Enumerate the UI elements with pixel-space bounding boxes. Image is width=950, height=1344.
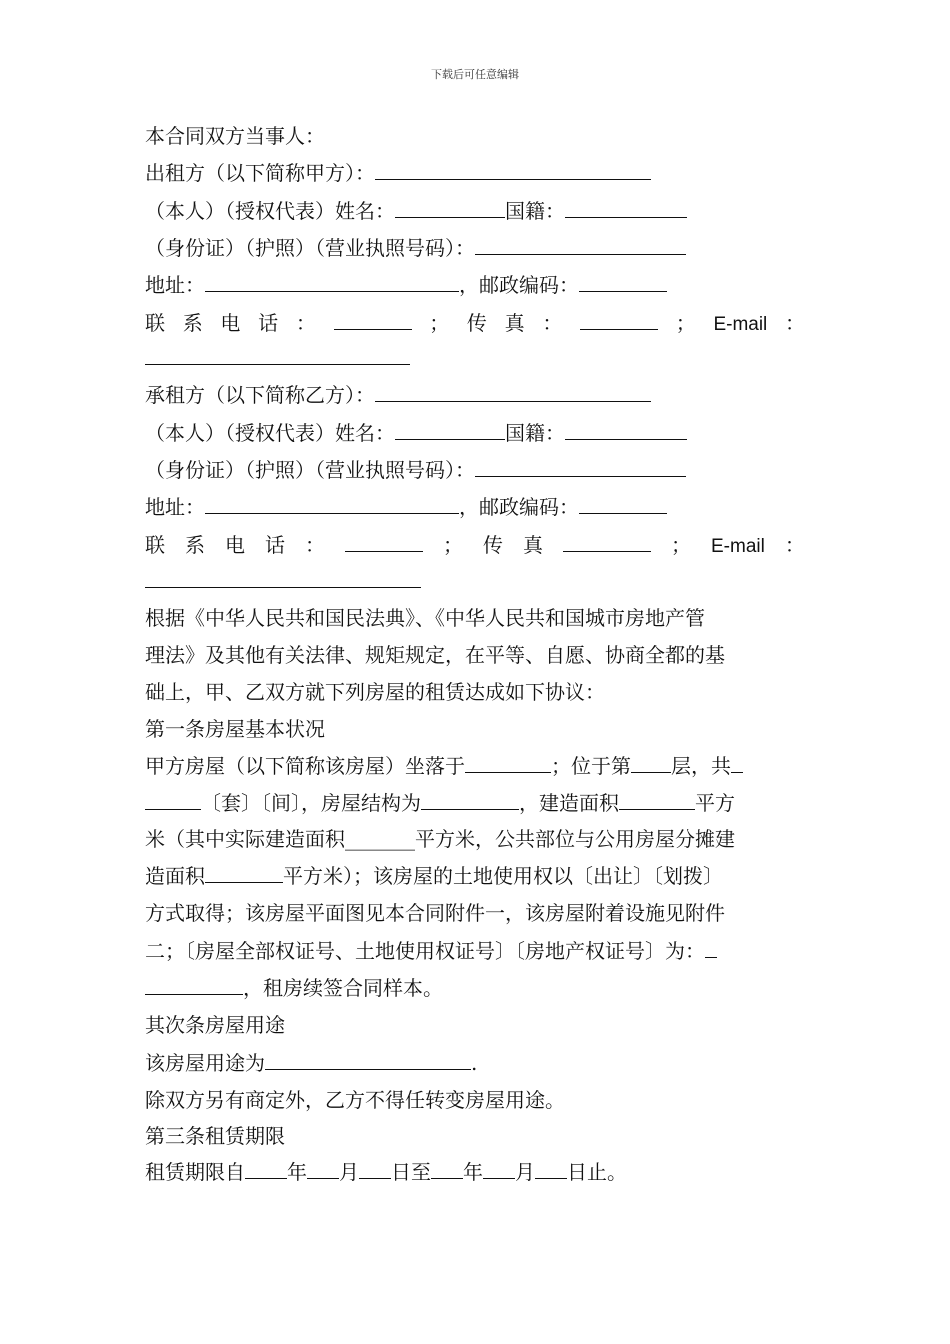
- lessor-phone-blank[interactable]: [334, 309, 412, 330]
- lessor-address-blank[interactable]: [205, 271, 459, 292]
- lessee-rep-blank[interactable]: [395, 419, 505, 440]
- lessor-nationality-label: 国籍：: [505, 199, 565, 223]
- lessor-name-blank[interactable]: [375, 159, 651, 180]
- article-1-line-6: [145, 937, 717, 964]
- usage-period: .: [471, 1051, 478, 1075]
- lessee-nationality-blank[interactable]: [565, 419, 687, 440]
- lessee-phone-blank[interactable]: [345, 531, 423, 552]
- lessor-fax-char: 真: [504, 311, 525, 335]
- structure-blank[interactable]: [421, 789, 519, 810]
- article-1-line-4: [145, 862, 723, 889]
- lessee-phone-char: ：: [305, 533, 325, 557]
- lessee-fax-char: 真: [523, 533, 543, 557]
- intro-line: 本合同双方当事人：: [145, 124, 325, 148]
- lessee-address-blank[interactable]: [205, 493, 459, 514]
- floor-label: ；位于第: [551, 754, 631, 778]
- lessee-nationality-label: 国籍：: [505, 421, 565, 445]
- area-blank[interactable]: [619, 789, 695, 810]
- article-2-line-1: [145, 1049, 477, 1076]
- lessor-rep-label: （本人）（授权代表）姓名：: [145, 199, 395, 223]
- lessor-email-blank[interactable]: [145, 344, 410, 365]
- lessor-id-label: （身份证）（护照）（营业执照号码）：: [145, 236, 475, 260]
- lessor-id-blank[interactable]: [475, 234, 686, 255]
- month-label: 月: [515, 1160, 535, 1184]
- lessor-email-colon: ：: [784, 311, 805, 335]
- article-1-title: 第一条房屋基本状况: [145, 717, 325, 741]
- lessor-phone-char: 联: [145, 311, 165, 335]
- lessor-phone-char: 话: [258, 311, 279, 335]
- end-day-blank[interactable]: [535, 1158, 567, 1179]
- lessor-email-label: E-mail: [713, 314, 768, 335]
- lessor-address-line: [145, 271, 667, 298]
- article-1-line-3: 米（其中实际建造面积_______平方米，公共部位与公用房屋分摊建: [145, 827, 735, 851]
- lessee-postcode-label: ，邮政编码：: [459, 495, 579, 519]
- land-use-text: 平方米）；该房屋的土地使用权以〔出让〕〔划拨〕: [283, 864, 723, 888]
- lessee-fax-char: 传: [483, 533, 503, 557]
- lessee-name-blank[interactable]: [375, 381, 651, 402]
- lessor-email-line: [145, 344, 410, 371]
- lessor-rep-line: [145, 197, 687, 224]
- floor-blank[interactable]: [631, 752, 671, 773]
- location-label: 甲方房屋（以下简称该房屋）坐落于: [145, 754, 465, 778]
- lessee-phone-char: 系: [185, 533, 205, 557]
- preamble-line-2: 理法》及其他有关法律、规矩规定，在平等、自愿、协商全都的基: [145, 643, 725, 667]
- structure-label: 〔套〕〔间〕，房屋结构为: [201, 791, 421, 815]
- lessee-fax-blank[interactable]: [563, 531, 651, 552]
- lessor-semicolon: ；: [675, 311, 696, 335]
- lessor-phone-char: 电: [220, 311, 241, 335]
- preamble-line-1: 根据《中华人民共和国民法典》、《中华人民共和国城市房地产管: [145, 606, 705, 630]
- article-3-line-1: [145, 1158, 627, 1185]
- lessor-nationality-blank[interactable]: [565, 197, 687, 218]
- article-2-title: 其次条房屋用途: [145, 1013, 285, 1037]
- lessor-title-line: [145, 159, 651, 186]
- area-label: ，建造面积: [519, 791, 619, 815]
- year-label: 年: [463, 1160, 483, 1184]
- year-label: 年: [287, 1160, 307, 1184]
- lessor-rep-blank[interactable]: [395, 197, 505, 218]
- area-unit: 平方: [695, 791, 735, 815]
- lessee-email-line: [145, 567, 421, 594]
- lessee-title-line: [145, 381, 651, 408]
- lessee-id-line: [145, 456, 686, 483]
- shared-area-blank[interactable]: [205, 862, 283, 883]
- start-month-blank[interactable]: [307, 1158, 339, 1179]
- lessee-id-label: （身份证）（护照）（营业执照号码）：: [145, 458, 475, 482]
- lessor-title-label: 出租方（以下简称甲方）：: [145, 161, 375, 185]
- lessee-semicolon: ；: [443, 533, 463, 557]
- month-label: 月: [339, 1160, 359, 1184]
- lessor-fax-char: 传: [466, 311, 487, 335]
- usage-blank[interactable]: [265, 1049, 471, 1070]
- lessor-postcode-blank[interactable]: [579, 271, 667, 292]
- lessee-contact-line: [145, 531, 805, 560]
- lessee-email-label: E-mail: [711, 536, 765, 557]
- article-2-line-2: 除双方另有商定外，乙方不得任转变房屋用途。: [145, 1088, 565, 1112]
- start-day-blank[interactable]: [359, 1158, 391, 1179]
- certificate-label: 二；〔房屋全部权证号、土地使用权证号〕〔房地产权证号〕为：: [145, 939, 705, 963]
- start-year-blank[interactable]: [245, 1158, 287, 1179]
- shared-area-label: 造面积: [145, 864, 205, 888]
- lessee-title-label: 承租方（以下简称乙方）：: [145, 383, 375, 407]
- lessee-rep-label: （本人）（授权代表）姓名：: [145, 421, 395, 445]
- article-1-ending: ，租房续签合同样本。: [243, 976, 443, 1000]
- day-to-label: 日至: [391, 1160, 431, 1184]
- total-floors-blank-start[interactable]: [731, 752, 743, 773]
- lessor-contact-line: [145, 309, 805, 338]
- lessee-address-line: [145, 493, 667, 520]
- lessee-address-label: 地址：: [145, 495, 205, 519]
- lessee-phone-char: 联: [145, 533, 165, 557]
- article-3-title: 第三条租赁期限: [145, 1124, 285, 1148]
- lessee-email-blank[interactable]: [145, 567, 421, 588]
- certificate-blank[interactable]: [145, 974, 243, 995]
- lessee-phone-char: 电: [225, 533, 245, 557]
- location-blank[interactable]: [465, 752, 551, 773]
- lessor-semicolon: ；: [429, 311, 450, 335]
- lessee-id-blank[interactable]: [475, 456, 686, 477]
- lessor-address-label: 地址：: [145, 273, 205, 297]
- certificate-blank-start[interactable]: [705, 937, 717, 958]
- lessee-semicolon: ；: [671, 533, 691, 557]
- lessee-rep-line: [145, 419, 687, 446]
- lessee-email-colon: ：: [784, 533, 805, 557]
- preamble-line-3: 础上，甲、乙双方就下列房屋的租赁达成如下协议：: [145, 680, 605, 704]
- lessor-phone-char: ：: [295, 311, 316, 335]
- end-month-blank[interactable]: [483, 1158, 515, 1179]
- lessor-id-line: [145, 234, 686, 261]
- total-floors-blank[interactable]: [145, 789, 201, 810]
- article-1-line-5: 方式取得；该房屋平面图见本合同附件一，该房屋附着设施见附件: [145, 901, 725, 925]
- term-from-label: 租赁期限自: [145, 1160, 245, 1184]
- total-floors-label: 层，共: [671, 754, 731, 778]
- end-year-blank[interactable]: [431, 1158, 463, 1179]
- lessor-phone-char: 系: [182, 311, 203, 335]
- lessee-phone-char: 话: [265, 533, 285, 557]
- article-1-line-7: [145, 974, 443, 1001]
- lessor-fax-char: ：: [542, 311, 563, 335]
- lessor-postcode-label: ，邮政编码：: [459, 273, 579, 297]
- lessee-postcode-blank[interactable]: [579, 493, 667, 514]
- lessor-fax-blank[interactable]: [580, 309, 658, 330]
- term-end-label: 日止。: [567, 1160, 627, 1184]
- usage-label: 该房屋用途为: [145, 1051, 265, 1075]
- article-1-line-1: [145, 752, 743, 779]
- page-header: 下载后可任意编辑: [431, 68, 519, 81]
- article-1-line-2: [145, 789, 735, 816]
